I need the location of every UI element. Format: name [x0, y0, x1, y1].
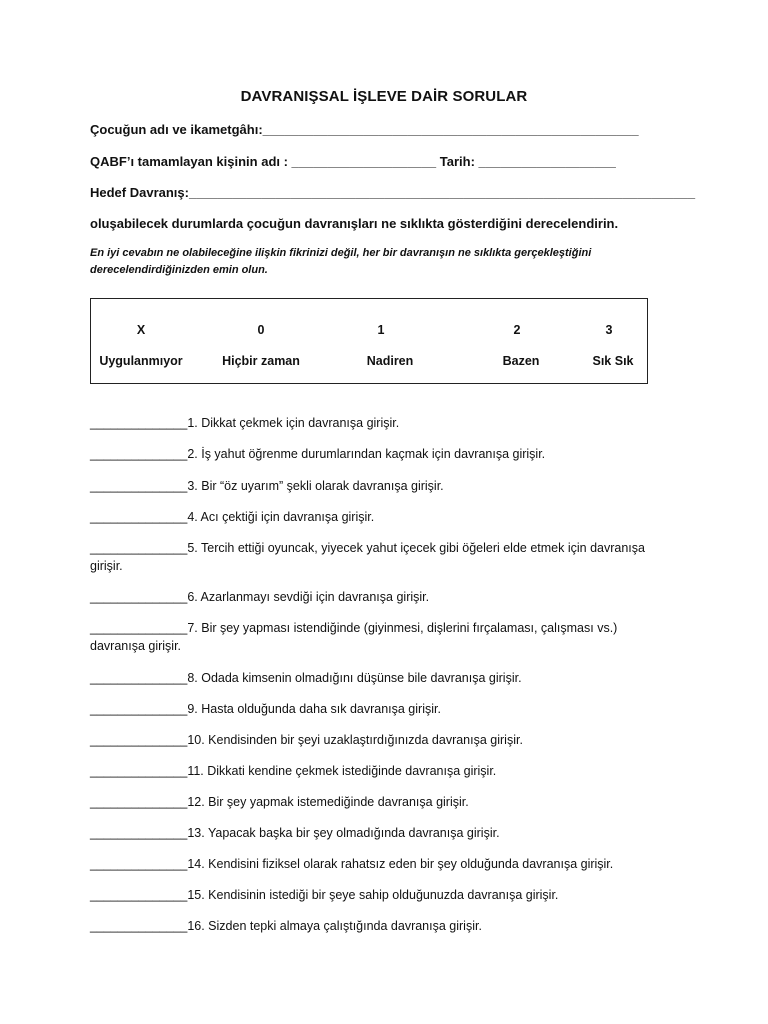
scale-label-rarely: Nadiren — [366, 354, 414, 368]
rating-blank[interactable]: ______________ — [90, 764, 188, 778]
rating-blank[interactable]: ______________ — [90, 857, 188, 871]
list-item: ______________14. Kendisini fiziksel olarak rahatsız eden bir şey olduğunda davranışa girişir. — [90, 857, 614, 871]
rating-blank[interactable]: ______________ — [90, 795, 188, 809]
rating-blank[interactable]: ______________ — [90, 590, 188, 604]
list-item: ______________15. Kendisinin istediği bir şeye sahip olduğunuzda davranışa girişir. — [90, 888, 559, 902]
list-item: ______________13. Yapacak başka bir şey olmadığında davranışa girişir. — [90, 826, 500, 840]
qabf-completer-date-field[interactable]: QABF’ı tamamlayan kişinin adı : ____________________ Tarih: ___________________ — [90, 154, 616, 169]
list-item: ______________12. Bir şey yapmak istemediğinde davranışa girişir. — [90, 795, 469, 809]
child-name-address-field[interactable]: Çocuğun adı ve ikametgâhı:____________________________________________________ — [90, 122, 639, 137]
list-item: ______________4. Acı çektiği için davranışa girişir. — [90, 510, 375, 524]
list-item: ______________1. Dikkat çekmek için davranışa girişir. — [90, 416, 400, 430]
scale-symbol-2: 2 — [513, 323, 521, 337]
rating-blank[interactable]: ______________ — [90, 541, 188, 555]
scale-label-sometimes: Bazen — [502, 354, 540, 368]
rating-blank[interactable]: ______________ — [90, 510, 188, 524]
rating-blank[interactable]: ______________ — [90, 826, 188, 840]
scale-symbol-x: X — [136, 323, 146, 337]
instruction-text: oluşabilecek durumlarda çocuğun davranışları ne sıklıkta gösterdiğini derecelendirin. — [90, 216, 619, 231]
rating-blank[interactable]: ______________ — [90, 671, 188, 685]
rating-blank[interactable]: ______________ — [90, 733, 188, 747]
list-item: ______________8. Odada kimsenin olmadığını düşünse bile davranışa girişir. — [90, 671, 522, 685]
list-item: ______________5. Tercih ettiği oyuncak, yiyecek yahut içecek gibi öğeleri elde etmek için davranışa girişir. — [90, 541, 645, 573]
scale-symbol-1: 1 — [377, 323, 385, 337]
list-item: ______________11. Dikkati kendine çekmek istediğinde davranışa girişir. — [90, 764, 497, 778]
instruction-note: En iyi cevabın ne olabileceğine ilişkin fikrinizi değil, her bir davranışın ne sıklıkta gerçekleştiğini derecelendirdiğinizden emin olun. — [90, 247, 592, 276]
rating-blank[interactable]: ______________ — [90, 416, 188, 430]
list-item: ______________7. Bir şey yapması istendiğinde (giyinmesi, dişlerini fırçalaması, çalışması vs.) davranışa girişir. — [90, 621, 618, 653]
scale-symbol-3: 3 — [605, 323, 613, 337]
list-item: ______________10. Kendisinden bir şeyi uzaklaştırdığınızda davranışa girişir. — [90, 733, 523, 747]
rating-blank[interactable]: ______________ — [90, 888, 188, 902]
list-item: ______________3. Bir “öz uyarım” şekli olarak davranışa girişir. — [90, 479, 444, 493]
list-item: ______________6. Azarlanmayı sevdiği için davranışa girişir. — [90, 590, 430, 604]
list-item: ______________16. Sizden tepki almaya çalıştığında davranışa girişir. — [90, 919, 482, 933]
rating-scale-box — [90, 298, 648, 384]
scale-label-often: Sık Sık — [592, 354, 634, 368]
page-title: DAVRANIŞSAL İŞLEVE DAİR SORULAR — [240, 88, 528, 105]
rating-blank[interactable]: ______________ — [90, 702, 188, 716]
rating-blank[interactable]: ______________ — [90, 621, 188, 635]
scale-label-not-applicable: Uygulanmıyor — [99, 354, 183, 368]
rating-blank[interactable]: ______________ — [90, 447, 188, 461]
rating-blank[interactable]: ______________ — [90, 479, 188, 493]
scale-symbol-0: 0 — [257, 323, 265, 337]
scale-label-never: Hiçbir zaman — [222, 354, 300, 368]
target-behavior-field[interactable]: Hedef Davranış:______________________________________________________________________ — [90, 185, 696, 200]
list-item: ______________9. Hasta olduğunda daha sık davranışa girişir. — [90, 702, 441, 716]
list-item: ______________2. İş yahut öğrenme durumlarından kaçmak için davranışa girişir. — [90, 447, 546, 461]
rating-blank[interactable]: ______________ — [90, 919, 188, 933]
